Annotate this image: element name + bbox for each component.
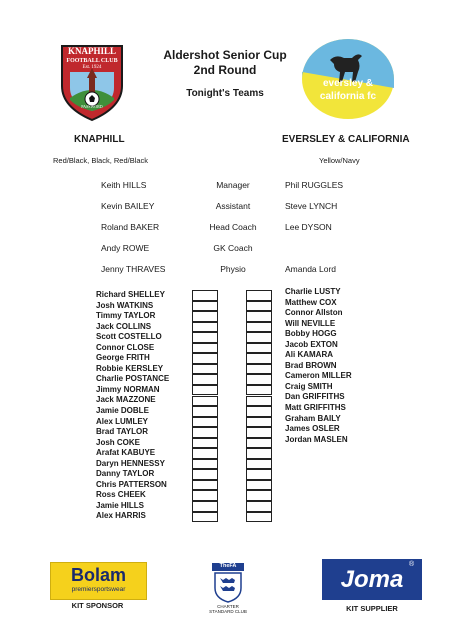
- away-number-box-19[interactable]: [246, 480, 272, 491]
- home-staff-4: Andy ROWE: [101, 243, 150, 253]
- home-player-22: Alex HARRIS: [96, 511, 146, 521]
- away-staff-5: Amanda Lord: [285, 264, 337, 274]
- home-number-box-9[interactable]: [192, 374, 218, 385]
- home-player-21: Jamie HILLS: [96, 500, 145, 510]
- home-number-box-13[interactable]: [192, 417, 218, 428]
- home-player-2: Josh WATKINS: [96, 300, 154, 310]
- role-assistant: Assistant: [215, 201, 251, 211]
- role-manager: Manager: [216, 180, 250, 190]
- eversley-crest-text-1: eversley &: [322, 78, 374, 89]
- away-number-box-6[interactable]: [246, 343, 272, 354]
- home-player-17: Daryn HENNESSY: [96, 458, 165, 468]
- away-number-box-20[interactable]: [246, 490, 272, 501]
- away-player-11: Dan GRIFFITHS: [285, 392, 345, 402]
- joma-logo: [322, 559, 422, 600]
- role-head-coach: Head Coach: [209, 222, 257, 232]
- home-number-box-14[interactable]: [192, 427, 218, 438]
- joma-logo-text: Joma: [340, 566, 404, 593]
- away-player-6: Jacob EXTON: [285, 339, 338, 349]
- home-player-20: Ross CHEEK: [96, 490, 146, 500]
- away-number-box-4[interactable]: [246, 322, 272, 333]
- home-team-colours: Red/Black, Black, Red/Black: [53, 156, 149, 165]
- home-player-19: Chris PATTERSON: [96, 479, 167, 489]
- home-player-15: Josh COKE: [96, 437, 141, 447]
- home-player-14: Brad TAYLOR: [96, 427, 149, 437]
- away-player-15: Jordan MASLEN: [285, 434, 348, 444]
- home-player-11: Jack MAZZONE: [96, 395, 156, 405]
- role-gk-coach: GK Coach: [213, 243, 253, 253]
- away-player-9: Cameron MILLER: [285, 371, 352, 381]
- away-number-box-7[interactable]: [246, 353, 272, 364]
- fa-charter-text: CHARTER: [217, 604, 239, 609]
- knaphill-crest-motto: PASSWORD: [81, 104, 103, 109]
- home-player-8: Robbie KERSLEY: [96, 363, 164, 373]
- away-number-box-2[interactable]: [246, 301, 272, 312]
- away-player-10: Craig SMITH: [285, 381, 333, 391]
- away-player-4: Will NEVILLE: [285, 318, 336, 328]
- home-player-list: [96, 290, 169, 522]
- bolam-logo: [50, 562, 147, 600]
- home-number-boxes: [192, 290, 218, 530]
- home-number-box-8[interactable]: [192, 364, 218, 375]
- fa-standard-club-text: STANDARD CLUB: [209, 609, 247, 614]
- home-number-box-20[interactable]: [192, 490, 218, 501]
- away-player-14: James OSLER: [285, 424, 340, 434]
- home-player-1: Richard SHELLEY: [96, 290, 165, 299]
- away-number-box-17[interactable]: [246, 459, 272, 470]
- home-number-box-3[interactable]: [192, 311, 218, 322]
- away-number-box-9[interactable]: [246, 374, 272, 385]
- home-number-box-18[interactable]: [192, 469, 218, 480]
- away-player-2: Matthew COX: [285, 297, 337, 307]
- home-player-4: Jack COLLINS: [96, 321, 152, 331]
- home-team-name: KNAPHILL: [74, 134, 125, 145]
- knaphill-crest-est: Est. 1924: [82, 65, 102, 70]
- away-player-8: Brad BROWN: [285, 360, 337, 370]
- home-staff-3: Roland BAKER: [101, 222, 160, 232]
- away-staff-3: Lee DYSON: [285, 222, 332, 232]
- home-player-10: Jimmy NORMAN: [96, 384, 160, 394]
- away-player-5: Bobby HOGG: [285, 329, 337, 339]
- away-player-list: [285, 287, 352, 445]
- round-title: 2nd Round: [193, 63, 257, 77]
- home-player-3: Timmy TAYLOR: [96, 311, 156, 321]
- kit-supplier-label: KIT SUPPLIER: [346, 604, 398, 613]
- away-staff-1: Phil RUGGLES: [285, 180, 344, 190]
- kit-sponsor-label: KIT SPONSOR: [71, 601, 124, 610]
- away-team-name: EVERSLEY & CALIFORNIA: [282, 134, 410, 145]
- home-player-18: Danny TAYLOR: [96, 469, 155, 479]
- away-number-box-15[interactable]: [246, 438, 272, 449]
- away-player-13: Graham BAILY: [285, 413, 341, 423]
- home-number-box-4[interactable]: [192, 322, 218, 333]
- home-player-6: Connor CLOSE: [96, 342, 155, 352]
- fa-badge-text: TheFA: [219, 563, 237, 569]
- home-staff-2: Kevin BAILEY: [101, 201, 155, 211]
- tonights-teams-heading: Tonight's Teams: [186, 88, 264, 99]
- away-number-box-3[interactable]: [246, 311, 272, 322]
- away-number-boxes: [246, 290, 272, 530]
- home-staff-1: Keith HILLS: [101, 180, 147, 190]
- away-number-box-22[interactable]: [246, 512, 272, 523]
- competition-title: Aldershot Senior Cup: [163, 48, 287, 62]
- home-player-12: Jamie DOBLE: [96, 406, 149, 416]
- role-physio: Physio: [220, 264, 246, 274]
- away-player-7: Ali KAMARA: [285, 350, 333, 360]
- home-number-box-12[interactable]: [192, 406, 218, 417]
- joma-registered-mark: ®: [409, 561, 415, 568]
- away-number-box-12[interactable]: [246, 406, 272, 417]
- away-player-1: Charlie LUSTY: [285, 287, 341, 296]
- home-number-box-22[interactable]: [192, 512, 218, 523]
- away-number-box-14[interactable]: [246, 427, 272, 438]
- home-number-box-16[interactable]: [192, 448, 218, 459]
- home-player-7: George FRITH: [96, 353, 150, 363]
- home-number-box-19[interactable]: [192, 480, 218, 491]
- home-number-box-5[interactable]: [192, 332, 218, 343]
- home-number-box-1[interactable]: [192, 290, 218, 301]
- away-number-box-1[interactable]: [246, 290, 272, 301]
- away-team-colours: Yellow/Navy: [319, 156, 360, 165]
- away-staff-2: Steve LYNCH: [285, 201, 338, 211]
- away-number-box-10[interactable]: [246, 385, 272, 396]
- away-player-3: Connor Allston: [285, 308, 343, 318]
- away-player-12: Matt GRIFFITHS: [285, 403, 346, 413]
- home-player-5: Scott COSTELLO: [96, 332, 162, 342]
- knaphill-crest-subtitle: FOOTBALL CLUB: [66, 58, 118, 64]
- away-number-box-8[interactable]: [246, 364, 272, 375]
- home-number-box-11[interactable]: [192, 396, 218, 407]
- home-number-box-6[interactable]: [192, 343, 218, 354]
- away-number-box-21[interactable]: [246, 501, 272, 512]
- home-player-13: Alex LUMLEY: [96, 416, 149, 426]
- eversley-crest-text-2: california fc: [319, 91, 377, 102]
- away-number-box-16[interactable]: [246, 448, 272, 459]
- home-number-box-21[interactable]: [192, 501, 218, 512]
- away-number-box-13[interactable]: [246, 417, 272, 428]
- away-number-box-11[interactable]: [246, 396, 272, 407]
- home-number-box-7[interactable]: [192, 353, 218, 364]
- home-number-box-2[interactable]: [192, 301, 218, 312]
- home-number-box-17[interactable]: [192, 459, 218, 470]
- away-number-box-18[interactable]: [246, 469, 272, 480]
- knaphill-crest-title: KNAPHILL: [67, 46, 116, 56]
- away-number-box-5[interactable]: [246, 332, 272, 343]
- bolam-logo-subtext: premiersportswear: [71, 586, 126, 593]
- home-staff-5: Jenny THRAVES: [101, 264, 166, 274]
- home-number-box-10[interactable]: [192, 385, 218, 396]
- home-number-box-15[interactable]: [192, 438, 218, 449]
- home-player-16: Arafat KABUYE: [96, 448, 156, 458]
- home-player-9: Charlie POSTANCE: [96, 374, 170, 384]
- bolam-logo-text: Bolam: [70, 565, 126, 585]
